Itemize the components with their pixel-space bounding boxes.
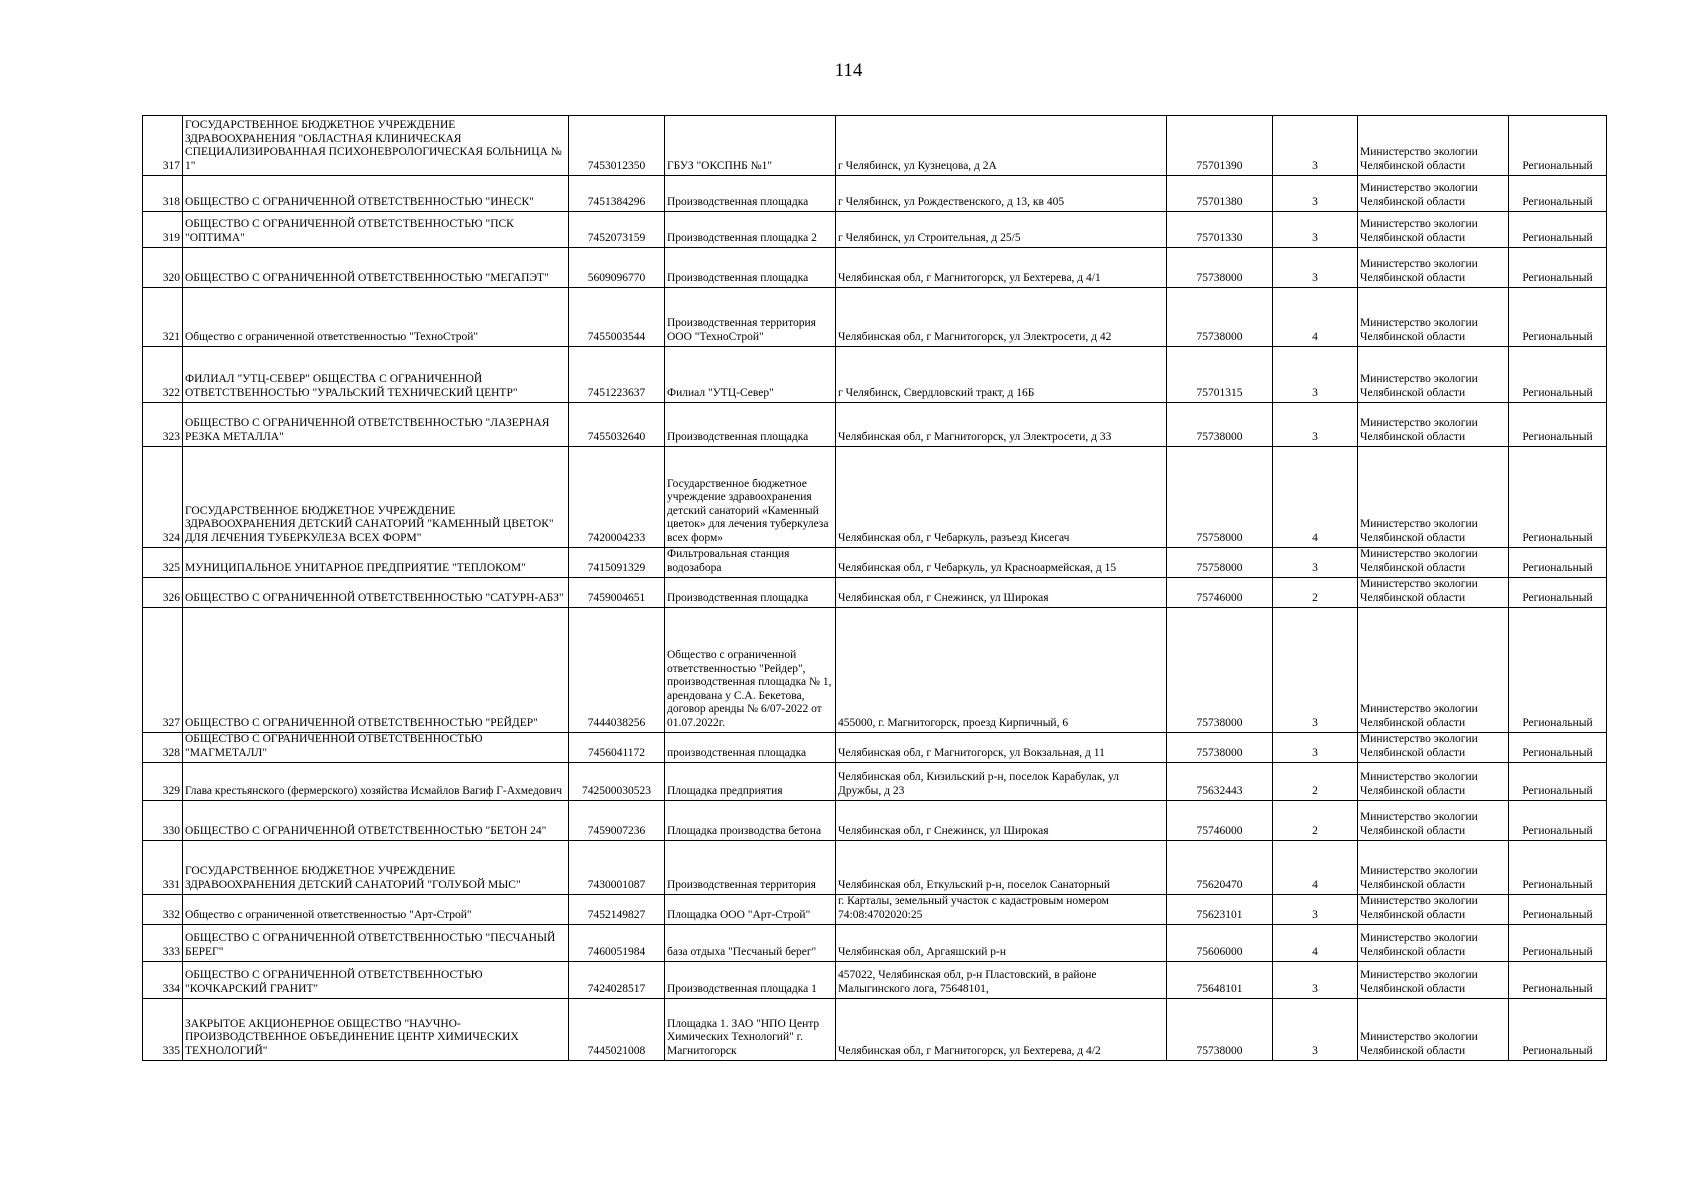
organization-name: ОБЩЕСТВО С ОГРАНИЧЕННОЙ ОТВЕТСТВЕННОСТЬЮ "ПЕСЧАНЫЙ БЕРЕГ" (183, 925, 569, 962)
ministry: Министерство экологии Челябинской области (1358, 248, 1509, 288)
ministry: Министерство экологии Челябинской области (1358, 176, 1509, 212)
object-name: Производственная площадка (665, 578, 836, 608)
object-name: Производственная территория ООО "ТехноСтрой" (665, 288, 836, 347)
row-number: 319 (143, 212, 183, 248)
supervision-level: Региональный (1509, 962, 1607, 999)
ministry: Министерство экологии Челябинской области (1358, 925, 1509, 962)
supervision-level: Региональный (1509, 248, 1607, 288)
oktmo: 75738000 (1167, 403, 1273, 447)
oktmo: 75701330 (1167, 212, 1273, 248)
oktmo: 75701380 (1167, 176, 1273, 212)
supervision-level: Региональный (1509, 116, 1607, 176)
row-number: 329 (143, 763, 183, 801)
row-number: 318 (143, 176, 183, 212)
organization-name: ГОСУДАРСТВЕННОЕ БЮДЖЕТНОЕ УЧРЕЖДЕНИЕ ЗДРАВООХРАНЕНИЯ "ОБЛАСТНАЯ КЛИНИЧЕСКАЯ СПЕЦИАЛИЗИРОВАННАЯ ПСИХОНЕВРОЛОГИЧЕСКАЯ БОЛЬНИЦА № 1" (183, 116, 569, 176)
ministry: Министерство экологии Челябинской области (1358, 841, 1509, 895)
organization-name: ОБЩЕСТВО С ОГРАНИЧЕННОЙ ОТВЕТСТВЕННОСТЬЮ "ИНЕСК" (183, 176, 569, 212)
row-number: 320 (143, 248, 183, 288)
object-name: Производственная площадка 2 (665, 212, 836, 248)
inn: 7415091329 (569, 548, 665, 578)
row-number: 326 (143, 578, 183, 608)
row-number: 335 (143, 999, 183, 1061)
inn: 7424028517 (569, 962, 665, 999)
address: Челябинская обл, г Магнитогорск, ул Бехтерева, д 4/2 (836, 999, 1167, 1061)
inn: 7445021008 (569, 999, 665, 1061)
supervision-level: Региональный (1509, 176, 1607, 212)
object-name: Площадка 1. ЗАО "НПО Центр Химических Технологий" г. Магнитогорск (665, 999, 836, 1061)
object-name: база отдыха "Песчаный берег" (665, 925, 836, 962)
category: 3 (1273, 347, 1358, 403)
object-name: производственная площадка (665, 733, 836, 763)
table-row (143, 176, 1607, 212)
inn: 7459004651 (569, 578, 665, 608)
address: г Челябинск, ул Кузнецова, д 2А (836, 116, 1167, 176)
oktmo: 75746000 (1167, 801, 1273, 841)
oktmo: 75701390 (1167, 116, 1273, 176)
ministry: Министерство экологии Челябинской области (1358, 733, 1509, 763)
oktmo: 75758000 (1167, 548, 1273, 578)
row-number: 322 (143, 347, 183, 403)
supervision-level: Региональный (1509, 403, 1607, 447)
category: 3 (1273, 608, 1358, 733)
supervision-level: Региональный (1509, 801, 1607, 841)
inn: 7456041172 (569, 733, 665, 763)
table-row (143, 733, 1607, 763)
address: Челябинская обл, г Снежинск, ул Широкая (836, 578, 1167, 608)
object-name: Производственная площадка 1 (665, 962, 836, 999)
category: 3 (1273, 212, 1358, 248)
row-number: 331 (143, 841, 183, 895)
ministry: Министерство экологии Челябинской области (1358, 962, 1509, 999)
table-row (143, 763, 1607, 801)
organization-name: Глава крестьянского (фермерского) хозяйства Исмайлов Вагиф Г-Ахмедович (183, 763, 569, 801)
object-name: Производственная площадка (665, 176, 836, 212)
object-name: Филиал "УТЦ-Север" (665, 347, 836, 403)
row-number: 334 (143, 962, 183, 999)
address: Челябинская обл, г Чебаркуль, ул Красноармейская, д 15 (836, 548, 1167, 578)
row-number: 332 (143, 895, 183, 925)
inn: 7453012350 (569, 116, 665, 176)
ministry: Министерство экологии Челябинской области (1358, 801, 1509, 841)
category: 3 (1273, 895, 1358, 925)
oktmo: 75738000 (1167, 733, 1273, 763)
organization-name: ОБЩЕСТВО С ОГРАНИЧЕННОЙ ОТВЕТСТВЕННОСТЬЮ "МАГМЕТАЛЛ" (183, 733, 569, 763)
table-row (143, 403, 1607, 447)
table-row (143, 962, 1607, 999)
ministry: Министерство экологии Челябинской области (1358, 608, 1509, 733)
registry-table (142, 115, 1607, 1061)
oktmo: 75632443 (1167, 763, 1273, 801)
category: 2 (1273, 578, 1358, 608)
supervision-level: Региональный (1509, 347, 1607, 403)
table-row (143, 925, 1607, 962)
object-name: Государственное бюджетное учреждение здравоохранения детский санаторий «Каменный цветок» для лечения туберкулеза всех форм» (665, 447, 836, 548)
table-row (143, 116, 1607, 176)
address: г Челябинск, Свердловский тракт, д 16Б (836, 347, 1167, 403)
organization-name: ОБЩЕСТВО С ОГРАНИЧЕННОЙ ОТВЕТСТВЕННОСТЬЮ "МЕГАПЭТ" (183, 248, 569, 288)
supervision-level: Региональный (1509, 212, 1607, 248)
table-row (143, 895, 1607, 925)
ministry: Министерство экологии Челябинской области (1358, 116, 1509, 176)
table-row (143, 548, 1607, 578)
organization-name: ГОСУДАРСТВЕННОЕ БЮДЖЕТНОЕ УЧРЕЖДЕНИЕ ЗДРАВООХРАНЕНИЯ ДЕТСКИЙ САНАТОРИЙ "КАМЕННЫЙ ЦВЕТОК" ДЛЯ ЛЕЧЕНИЯ ТУБЕРКУЛЕЗА ВСЕХ ФОРМ" (183, 447, 569, 548)
category: 2 (1273, 763, 1358, 801)
table-row (143, 212, 1607, 248)
ministry: Министерство экологии Челябинской области (1358, 403, 1509, 447)
oktmo: 75620470 (1167, 841, 1273, 895)
table-row (143, 288, 1607, 347)
object-name: Площадка ООО "Арт-Строй" (665, 895, 836, 925)
table-row (143, 447, 1607, 548)
category: 4 (1273, 841, 1358, 895)
oktmo: 75648101 (1167, 962, 1273, 999)
address: 457022, Челябинская обл, р-н Пластовский, в районе Малыгинского лога, 75648101, (836, 962, 1167, 999)
row-number: 321 (143, 288, 183, 347)
inn: 7452149827 (569, 895, 665, 925)
organization-name: ОБЩЕСТВО С ОГРАНИЧЕННОЙ ОТВЕТСТВЕННОСТЬЮ "ПСК "ОПТИМА" (183, 212, 569, 248)
address: г. Карталы, земельный участок с кадастровым номером 74:08:4702020:25 (836, 895, 1167, 925)
supervision-level: Региональный (1509, 548, 1607, 578)
ministry: Министерство экологии Челябинской области (1358, 578, 1509, 608)
supervision-level: Региональный (1509, 841, 1607, 895)
object-name: Площадка производства бетона (665, 801, 836, 841)
ministry: Министерство экологии Челябинской области (1358, 212, 1509, 248)
object-name: ГБУЗ "ОКСПНБ №1" (665, 116, 836, 176)
supervision-level: Региональный (1509, 288, 1607, 347)
address: Челябинская обл, Еткульский р-н, поселок Санаторный (836, 841, 1167, 895)
supervision-level: Региональный (1509, 895, 1607, 925)
table-row (143, 999, 1607, 1061)
address: Челябинская обл, г Магнитогорск, ул Бехтерева, д 4/1 (836, 248, 1167, 288)
address: г Челябинск, ул Строительная, д 25/5 (836, 212, 1167, 248)
address: Челябинская обл, Аргаяшский р-н (836, 925, 1167, 962)
organization-name: Общество с ограниченной ответственностью "Арт-Строй" (183, 895, 569, 925)
category: 3 (1273, 116, 1358, 176)
organization-name: ОБЩЕСТВО С ОГРАНИЧЕННОЙ ОТВЕТСТВЕННОСТЬЮ "КОЧКАРСКИЙ ГРАНИТ" (183, 962, 569, 999)
inn: 7430001087 (569, 841, 665, 895)
oktmo: 75738000 (1167, 248, 1273, 288)
supervision-level: Региональный (1509, 608, 1607, 733)
organization-name: Общество с ограниченной ответственностью "ТехноСтрой" (183, 288, 569, 347)
object-name: Производственная площадка (665, 248, 836, 288)
inn: 7455003544 (569, 288, 665, 347)
address: 455000, г. Магнитогорск, проезд Кирпичный, 6 (836, 608, 1167, 733)
category: 4 (1273, 925, 1358, 962)
oktmo: 75758000 (1167, 447, 1273, 548)
category: 3 (1273, 548, 1358, 578)
category: 3 (1273, 962, 1358, 999)
category: 3 (1273, 733, 1358, 763)
address: Челябинская обл, г Магнитогорск, ул Электросети, д 42 (836, 288, 1167, 347)
row-number: 327 (143, 608, 183, 733)
object-name: Общество с ограниченной ответственностью "Рейдер", производственная площадка № 1, арендована у С.А. Бекетова, договор аренды № 6/07-2022 от 01.07.2022г. (665, 608, 836, 733)
table-row (143, 347, 1607, 403)
oktmo: 75738000 (1167, 999, 1273, 1061)
ministry: Министерство экологии Челябинской области (1358, 763, 1509, 801)
supervision-level: Региональный (1509, 447, 1607, 548)
object-name: Производственная территория (665, 841, 836, 895)
supervision-level: Региональный (1509, 763, 1607, 801)
row-number: 323 (143, 403, 183, 447)
organization-name: ФИЛИАЛ "УТЦ-СЕВЕР" ОБЩЕСТВА С ОГРАНИЧЕННОЙ ОТВЕТСТВЕННОСТЬЮ "УРАЛЬСКИЙ ТЕХНИЧЕСКИЙ ЦЕНТР" (183, 347, 569, 403)
object-name: Площадка предприятия (665, 763, 836, 801)
oktmo: 75701315 (1167, 347, 1273, 403)
row-number: 333 (143, 925, 183, 962)
page-number: 114 (834, 60, 863, 81)
supervision-level: Региональный (1509, 578, 1607, 608)
organization-name: ОБЩЕСТВО С ОГРАНИЧЕННОЙ ОТВЕТСТВЕННОСТЬЮ "ЛАЗЕРНАЯ РЕЗКА МЕТАЛЛА" (183, 403, 569, 447)
category: 4 (1273, 447, 1358, 548)
ministry: Министерство экологии Челябинской области (1358, 347, 1509, 403)
address: Челябинская обл, Кизильский р-н, поселок Карабулак, ул Дружбы, д 23 (836, 763, 1167, 801)
inn: 5609096770 (569, 248, 665, 288)
oktmo: 75623101 (1167, 895, 1273, 925)
inn: 7420004233 (569, 447, 665, 548)
row-number: 330 (143, 801, 183, 841)
inn: 7444038256 (569, 608, 665, 733)
ministry: Министерство экологии Челябинской области (1358, 999, 1509, 1061)
category: 3 (1273, 403, 1358, 447)
category: 3 (1273, 999, 1358, 1061)
oktmo: 75738000 (1167, 608, 1273, 733)
address: Челябинская обл, г Чебаркуль, разъезд Кисегач (836, 447, 1167, 548)
inn: 7459007236 (569, 801, 665, 841)
row-number: 324 (143, 447, 183, 548)
organization-name: ОБЩЕСТВО С ОГРАНИЧЕННОЙ ОТВЕТСТВЕННОСТЬЮ "БЕТОН 24" (183, 801, 569, 841)
category: 3 (1273, 176, 1358, 212)
inn: 7451223637 (569, 347, 665, 403)
table-row (143, 608, 1607, 733)
address: Челябинская обл, г Магнитогорск, ул Электросети, д 33 (836, 403, 1167, 447)
row-number: 317 (143, 116, 183, 176)
supervision-level: Региональный (1509, 925, 1607, 962)
object-name: Производственная площадка (665, 403, 836, 447)
object-name: Фильтровальная станция водозабора (665, 548, 836, 578)
organization-name: ЗАКРЫТОЕ АКЦИОНЕРНОЕ ОБЩЕСТВО "НАУЧНО-ПРОИЗВОДСТВЕННОЕ ОБЪЕДИНЕНИЕ ЦЕНТР ХИМИЧЕСКИХ ТЕХНОЛОГИЙ" (183, 999, 569, 1061)
oktmo: 75746000 (1167, 578, 1273, 608)
supervision-level: Региональный (1509, 999, 1607, 1061)
table-row (143, 248, 1607, 288)
table-row (143, 841, 1607, 895)
oktmo: 75738000 (1167, 288, 1273, 347)
inn: 7455032640 (569, 403, 665, 447)
organization-name: ГОСУДАРСТВЕННОЕ БЮДЖЕТНОЕ УЧРЕЖДЕНИЕ ЗДРАВООХРАНЕНИЯ ДЕТСКИЙ САНАТОРИЙ "ГОЛУБОЙ МЫС" (183, 841, 569, 895)
table-row (143, 801, 1607, 841)
ministry: Министерство экологии Челябинской области (1358, 548, 1509, 578)
oktmo: 75606000 (1167, 925, 1273, 962)
row-number: 325 (143, 548, 183, 578)
address: г Челябинск, ул Рождественского, д 13, кв 405 (836, 176, 1167, 212)
ministry: Министерство экологии Челябинской области (1358, 447, 1509, 548)
organization-name: МУНИЦИПАЛЬНОЕ УНИТАРНОЕ ПРЕДПРИЯТИЕ "ТЕПЛОКОМ" (183, 548, 569, 578)
table-row (143, 578, 1607, 608)
category: 4 (1273, 288, 1358, 347)
address: Челябинская обл, г Снежинск, ул Широкая (836, 801, 1167, 841)
address: Челябинская обл, г Магнитогорск, ул Вокзальная, д 11 (836, 733, 1167, 763)
ministry: Министерство экологии Челябинской области (1358, 895, 1509, 925)
inn: 7460051984 (569, 925, 665, 962)
ministry: Министерство экологии Челябинской области (1358, 288, 1509, 347)
inn: 7452073159 (569, 212, 665, 248)
row-number: 328 (143, 733, 183, 763)
organization-name: ОБЩЕСТВО С ОГРАНИЧЕННОЙ ОТВЕТСТВЕННОСТЬЮ "РЕЙДЕР" (183, 608, 569, 733)
category: 3 (1273, 248, 1358, 288)
organization-name: ОБЩЕСТВО С ОГРАНИЧЕННОЙ ОТВЕТСТВЕННОСТЬЮ "САТУРН-АБЗ" (183, 578, 569, 608)
inn: 7451384296 (569, 176, 665, 212)
inn: 742500030523 (569, 763, 665, 801)
category: 2 (1273, 801, 1358, 841)
supervision-level: Региональный (1509, 733, 1607, 763)
